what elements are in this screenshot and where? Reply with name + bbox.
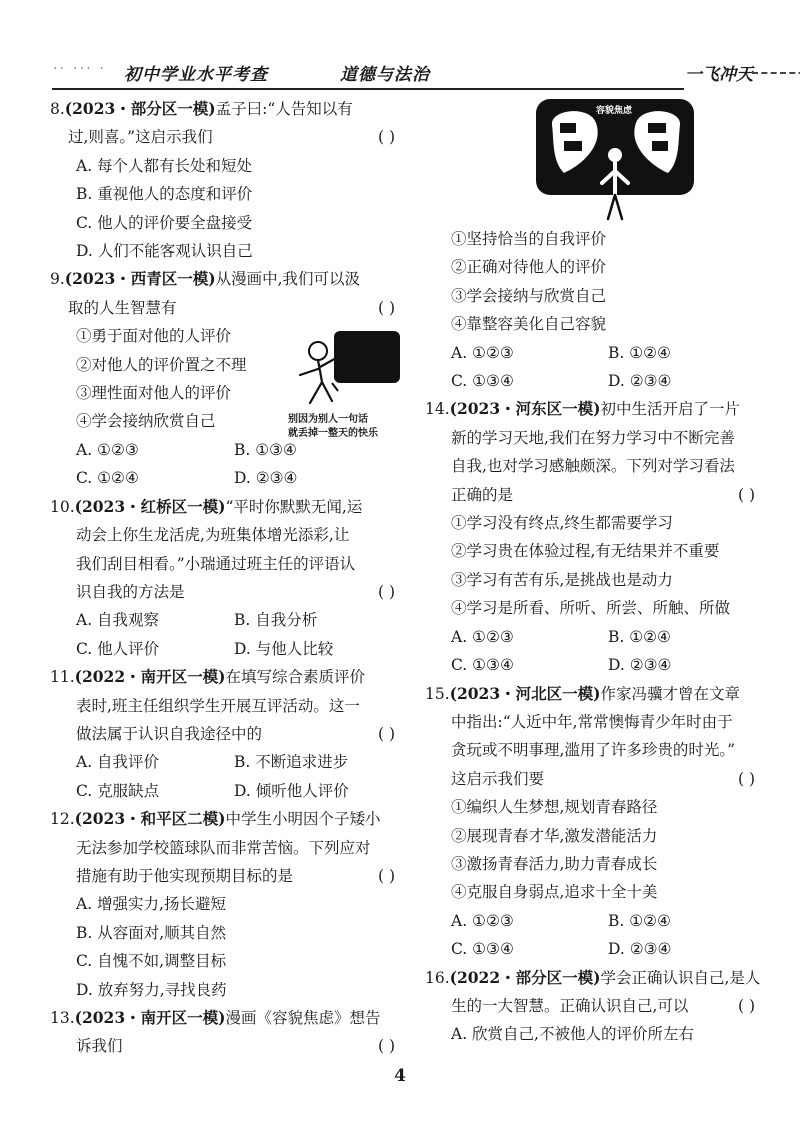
- question-source: (2022・部分区一模): [449, 967, 601, 987]
- statement-4: ④学会接纳欣赏自己: [76, 412, 216, 431]
- question-13-options: [425, 225, 765, 395]
- question-text: 在填写综合素质评价: [225, 668, 365, 687]
- question-text: 初中生活开启了一片: [600, 400, 740, 419]
- answer-blank[interactable]: ( ): [377, 866, 395, 885]
- header-rule: [52, 88, 684, 90]
- question-number: 14.: [425, 400, 450, 419]
- header-ornament: ·· ··· ·: [52, 62, 105, 75]
- question-15: [425, 680, 765, 964]
- option-c[interactable]: C. 自愧不如,调整目标: [76, 952, 227, 971]
- statement-4: ④克服自身弱点,追求十全十美: [451, 883, 658, 902]
- option-a[interactable]: A. 欣赏自己,不被他人的评价所左右: [451, 1025, 694, 1044]
- cartoon-q13-wrap: [425, 95, 765, 225]
- question-source: (2023・红桥区一模): [74, 496, 226, 516]
- option-a[interactable]: A. 自我评价: [76, 753, 160, 772]
- question-13: [50, 1004, 405, 1061]
- question-text: 正确的是: [451, 485, 514, 504]
- statement-3: ③学会接纳与欣赏自己: [451, 286, 607, 305]
- option-a[interactable]: A. 自我观察: [76, 611, 160, 630]
- options-row: [50, 606, 405, 634]
- option-b[interactable]: B. 不断追求进步: [234, 753, 349, 772]
- question-14: [425, 395, 765, 679]
- question-text: 漫画《容貌焦虑》想告: [225, 1009, 381, 1027]
- question-text: 做法属于认识自我途径中的: [76, 724, 263, 743]
- option-b[interactable]: B. 重视他人的态度和评价: [76, 185, 253, 204]
- option-a[interactable]: A. 每个人都有长处和短处: [76, 156, 253, 175]
- cartoon-caption: [288, 413, 408, 441]
- question-text: “平时你默默无闻,运: [225, 497, 363, 516]
- caption-line: 就丢掉一整天的快乐: [288, 428, 378, 439]
- option-b[interactable]: B. ①③④: [234, 440, 297, 459]
- statement-1: ①学习没有终点,终生都需要学习: [451, 514, 673, 533]
- option-d[interactable]: D. ②③④: [608, 372, 672, 391]
- option-d[interactable]: D. 与他人比较: [234, 639, 334, 658]
- option-c[interactable]: C. ①③④: [451, 372, 514, 391]
- option-d[interactable]: D. 人们不能客观认识自己: [76, 242, 253, 261]
- options-row: [425, 339, 765, 367]
- question-number: 10.: [50, 497, 75, 516]
- options-row: [50, 748, 405, 776]
- answer-blank[interactable]: ( ): [377, 298, 395, 317]
- question-text: 生的一大智慧。正确认识自己,可以: [451, 996, 689, 1015]
- option-d[interactable]: D. 放弃努力,寻找良药: [76, 980, 227, 999]
- header-brand: 一飞冲天: [685, 65, 753, 85]
- option-a[interactable]: A. ①②③: [76, 440, 139, 459]
- question-source: (2023・部分区一模): [64, 99, 216, 118]
- question-number: 9.: [50, 270, 65, 289]
- statement-4: ④学习是所看、所听、所尝、所触、所做: [451, 599, 731, 618]
- statement-2: ②正确对待他人的评价: [451, 258, 607, 277]
- header-brand-rule: [752, 72, 800, 74]
- header-subject: 道德与法治: [340, 65, 430, 85]
- question-number: 16.: [425, 968, 450, 987]
- cartoon-q9: [288, 327, 408, 437]
- question-text: 孟子曰:“人告知以有: [215, 100, 353, 118]
- cartoon-label: 容貌焦虑: [596, 106, 633, 116]
- answer-blank[interactable]: ( ): [377, 128, 395, 147]
- question-text: 作家冯骥才曾在文章: [600, 684, 740, 703]
- question-text: 贪玩或不明事理,滥用了许多珍贵的时光。”: [451, 741, 736, 760]
- question-text: 自我,也对学习感触颇深。下列对学习看法: [451, 457, 735, 476]
- option-a[interactable]: A. ①②③: [451, 343, 514, 362]
- options-row: [425, 623, 765, 651]
- question-source: (2023・和平区二模): [74, 809, 226, 829]
- question-text: 这启示我们要: [451, 769, 545, 788]
- statement-1: ①勇于面对他的人评价: [76, 327, 232, 346]
- cartoon-drawing: [288, 327, 408, 409]
- question-text: 取的人生智慧有: [68, 298, 177, 317]
- question-16: [425, 964, 765, 1049]
- statement-3: ③学习有苦有乐,是挑战也是动力: [451, 570, 673, 589]
- option-d[interactable]: D. 倾听他人评价: [234, 781, 349, 800]
- question-text: 无法参加学校篮球队而非常苦恼。下列应对: [76, 838, 371, 857]
- option-a[interactable]: A. ①②③: [451, 911, 514, 930]
- page-number: 4: [394, 1066, 406, 1086]
- option-c[interactable]: C. 他人评价: [76, 639, 160, 658]
- statement-2: ②展现青春才华,激发潜能活力: [451, 826, 658, 845]
- options-row: [425, 651, 765, 679]
- option-c[interactable]: C. ①②④: [76, 469, 139, 488]
- question-text: 我们刮目相看。”小瑞通过班主任的评语认: [76, 554, 356, 573]
- options-row: [425, 367, 765, 395]
- question-source: (2023・南开区一模): [74, 1008, 226, 1027]
- statement-2: ②对他人的评价置之不理: [76, 355, 247, 374]
- question-10: [50, 493, 405, 663]
- statement-2: ②学习贵在体验过程,有无结果并不重要: [451, 542, 720, 561]
- question-text: 措施有助于他实现预期目标的是: [76, 866, 294, 885]
- statement-1: ①编织人生梦想,规划青春路径: [451, 798, 658, 817]
- question-source: (2022・南开区一模): [74, 667, 226, 687]
- page-header: [52, 58, 762, 92]
- option-c[interactable]: C. ①③④: [451, 940, 514, 959]
- question-8: [50, 95, 405, 265]
- caption-line: 别因为别人一句话: [288, 414, 368, 425]
- option-d[interactable]: D. ②③④: [234, 469, 298, 488]
- option-b[interactable]: B. 从容面对,顺其自然: [76, 923, 227, 942]
- question-text: 动会上你生龙活虎,为班集体增光添彩,让: [76, 526, 350, 545]
- question-number: 12.: [50, 810, 75, 829]
- header-title: 初中学业水平考查: [124, 65, 268, 85]
- options-row: [50, 777, 405, 805]
- answer-blank[interactable]: ( ): [377, 582, 395, 601]
- question-11: [50, 663, 405, 805]
- option-a[interactable]: A. ①②③: [451, 627, 514, 646]
- question-source: (2023・河北区一模): [449, 683, 601, 703]
- question-number: 13.: [50, 1009, 75, 1027]
- answer-blank[interactable]: ( ): [737, 769, 755, 788]
- option-c[interactable]: C. 克服缺点: [76, 781, 160, 800]
- question-source: (2023・河东区一模): [449, 399, 601, 419]
- question-number: 15.: [425, 684, 450, 703]
- question-text: 表时,班主任组织学生开展互评活动。这一: [76, 696, 360, 715]
- question-text: 中学生小明因个子矮小: [225, 810, 381, 829]
- question-number: 8.: [50, 100, 65, 118]
- question-source: (2023・西青区一模): [64, 269, 216, 289]
- options-row: [425, 907, 765, 935]
- question-text: 学会正确认识自己,是人: [600, 968, 761, 987]
- statement-1: ①坚持恰当的自我评价: [451, 230, 607, 248]
- option-b[interactable]: B. ①②④: [608, 627, 671, 646]
- answer-blank[interactable]: ( ): [377, 1037, 395, 1056]
- option-b[interactable]: B. ①②④: [608, 911, 671, 930]
- question-text: 过,则喜。”这启示我们: [68, 128, 213, 147]
- left-column: [50, 95, 405, 1061]
- statement-3: ③激扬青春活力,助力青春成长: [451, 854, 658, 873]
- options-row: [425, 935, 765, 963]
- answer-blank[interactable]: ( ): [377, 724, 395, 743]
- question-text: 诉我们: [76, 1037, 123, 1056]
- option-d[interactable]: D. ②③④: [608, 656, 672, 675]
- question-text: 从漫画中,我们可以汲: [215, 270, 361, 289]
- right-column: [425, 95, 765, 1049]
- question-text: 中指出:“人近中年,常常懊悔青少年时由于: [451, 712, 733, 731]
- question-text: 新的学习天地,我们在努力学习中不断完善: [451, 428, 735, 447]
- statement-4: ④靠整容美化自己容貌: [451, 315, 607, 334]
- options-row: [50, 464, 405, 492]
- option-d[interactable]: D. ②③④: [608, 940, 672, 959]
- question-12: [50, 805, 405, 1004]
- options-row: [50, 635, 405, 663]
- question-text: 识自我的方法是: [76, 582, 185, 601]
- statement-3: ③理性面对他人的评价: [76, 384, 232, 403]
- option-c[interactable]: C. 他人的评价要全盘接受: [76, 213, 253, 232]
- question-number: 11.: [50, 668, 75, 687]
- cartoon-q13: [530, 95, 700, 223]
- option-c[interactable]: C. ①③④: [451, 656, 514, 675]
- option-b[interactable]: B. ①②④: [608, 343, 671, 362]
- answer-blank[interactable]: ( ): [737, 485, 755, 504]
- option-b[interactable]: B. 自我分析: [234, 611, 318, 630]
- option-a[interactable]: A. 增强实力,扬长避短: [76, 895, 226, 914]
- answer-blank[interactable]: ( ): [737, 996, 755, 1015]
